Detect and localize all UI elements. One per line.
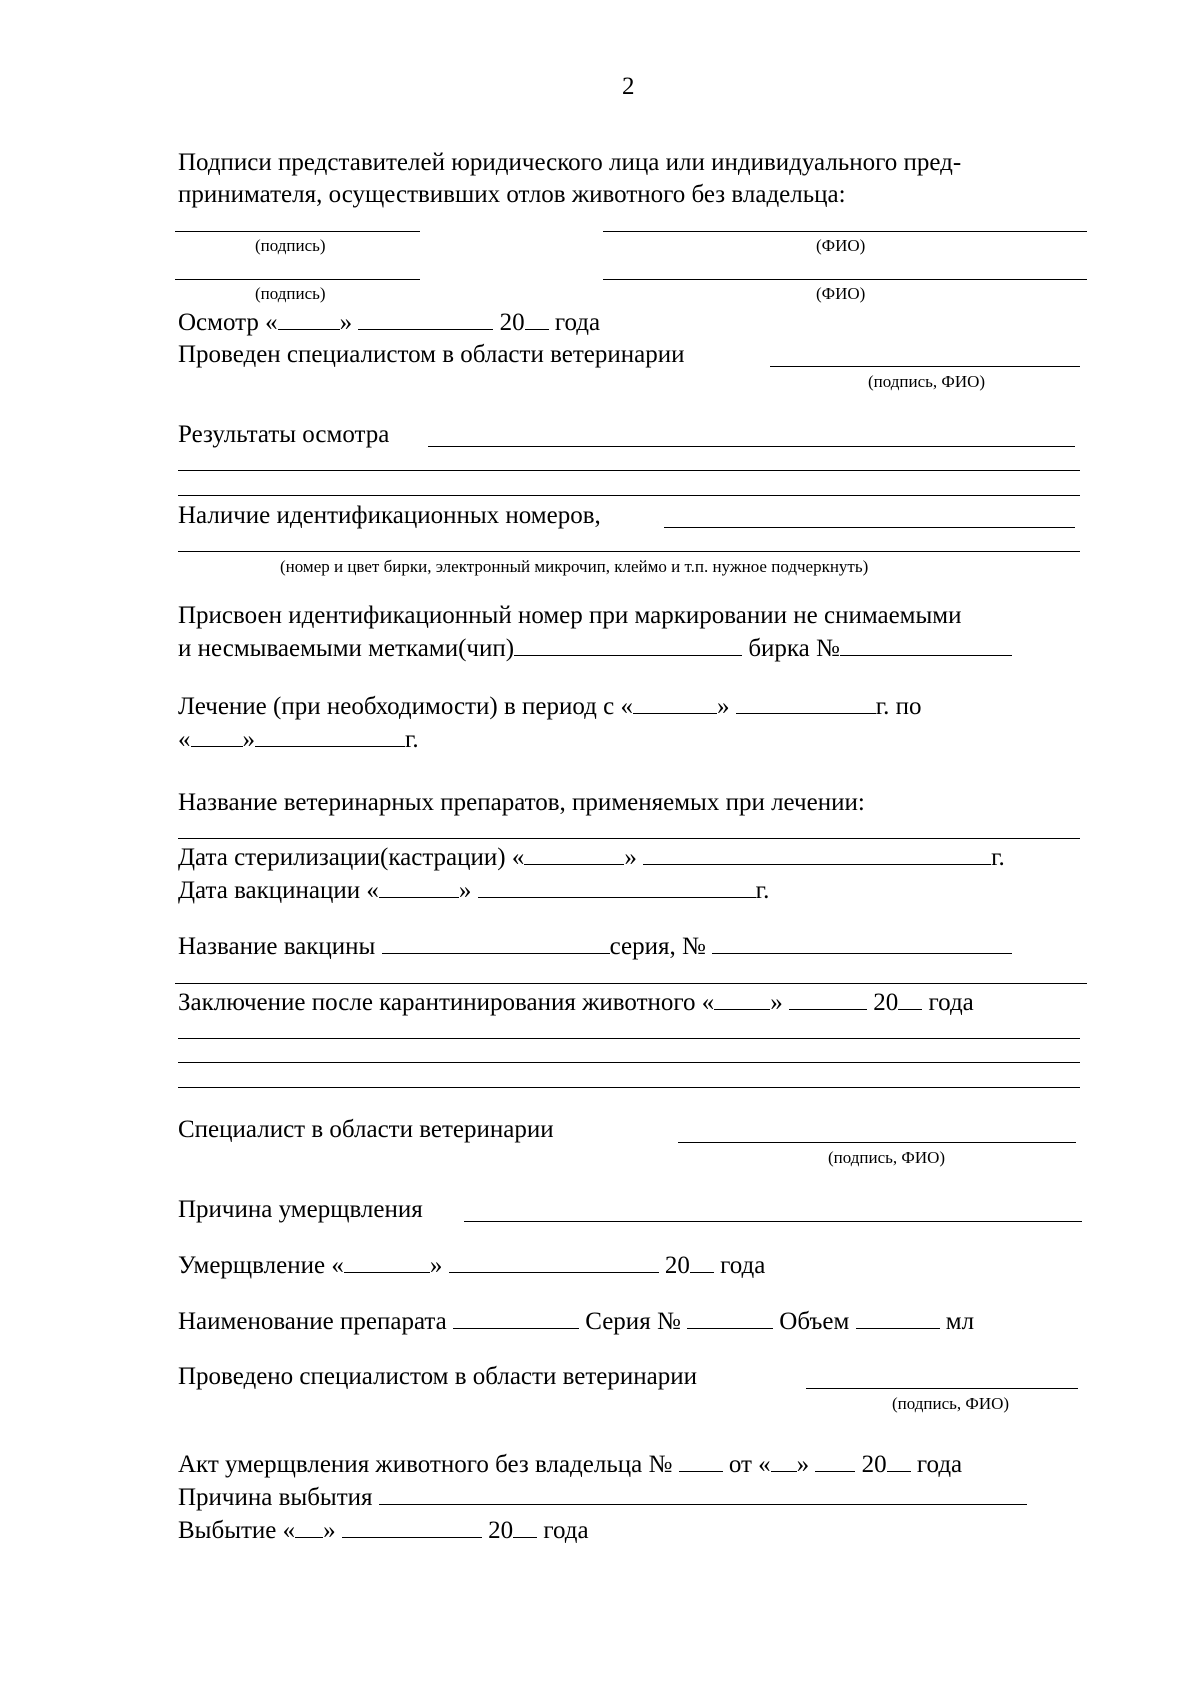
quarantine-year-field[interactable] <box>898 1008 922 1010</box>
signature-caption-2: (подпись) <box>255 284 326 303</box>
euthanasia-date-row: Умерщвление « » 20 года <box>178 1252 766 1279</box>
drug-name-field[interactable] <box>453 1327 579 1329</box>
inspection-signature-caption: (подпись, ФИО) <box>868 372 986 391</box>
vaccination-day-field[interactable] <box>379 896 459 898</box>
inspection-signature-line[interactable] <box>770 366 1080 367</box>
drugs-line[interactable] <box>178 838 1080 839</box>
quarantine-row: Заключение после карантинирования животного « » 20 года <box>178 989 974 1016</box>
id-numbers-hint: (номер и цвет бирки, электронный микрочип, клеймо и т.п. нужное подчеркнуть) <box>280 557 869 576</box>
euthanasia-year-field[interactable] <box>690 1271 714 1273</box>
euthanasia-month-field[interactable] <box>449 1271 659 1273</box>
page-number: 2 <box>622 73 635 100</box>
disposal-reason-row: Причина выбытия <box>178 1483 1027 1513</box>
inspection-conducted-label: Проведен специалистом в области ветеринарии <box>178 341 685 368</box>
vaccination-month-field[interactable] <box>478 896 756 898</box>
quarantine-day-field[interactable] <box>714 1008 770 1010</box>
sterilization-row: Дата стерилизации(кастрации) « » г. <box>178 844 1005 871</box>
treatment-from-month-field[interactable] <box>736 712 876 714</box>
fio-caption-1: (ФИО) <box>816 236 866 255</box>
euthanasia-reason-label: Причина умерщвления <box>178 1196 423 1223</box>
specialist-signature-caption: (подпись, ФИО) <box>828 1148 946 1167</box>
drugs-label: Название ветеринарных препаратов, применяемых при лечении: <box>178 789 865 816</box>
drug-volume-field[interactable] <box>856 1327 940 1329</box>
act-day-field[interactable] <box>771 1470 797 1472</box>
sterilization-day-field[interactable] <box>524 863 624 865</box>
disposal-reason-field[interactable] <box>379 1503 1027 1505</box>
vaccine-row: Название вакцины серия, № <box>178 932 1012 962</box>
euthanasia-signature-line[interactable] <box>806 1388 1078 1389</box>
fio-line-1[interactable] <box>603 231 1087 232</box>
id-numbers-label: Наличие идентификационных номеров, <box>178 502 601 529</box>
disposal-month-field[interactable] <box>342 1536 482 1538</box>
drug-series-field[interactable] <box>687 1327 773 1329</box>
fio-line-2[interactable] <box>603 279 1087 280</box>
inspection-date-row: Осмотр « » 20 года <box>178 309 601 336</box>
id-numbers-line-2[interactable] <box>178 551 1080 552</box>
fio-caption-2: (ФИО) <box>816 284 866 303</box>
specialist-signature-line[interactable] <box>678 1142 1076 1143</box>
inspection-month-field[interactable] <box>358 328 493 330</box>
drug-row: Наименование препарата Серия № Объем мл <box>178 1308 975 1335</box>
assigned-id-line-1: Присвоен идентификационный номер при маркировании не снимаемыми <box>178 602 962 629</box>
assigned-id-line-2: и несмываемыми метками(чип) бирка № <box>178 634 1012 664</box>
act-year-field[interactable] <box>887 1470 911 1472</box>
chip-field[interactable] <box>514 654 742 656</box>
vaccine-name-field[interactable] <box>382 952 610 954</box>
act-number-field[interactable] <box>679 1470 723 1472</box>
treatment-from-day-field[interactable] <box>633 712 717 714</box>
results-line-2[interactable] <box>178 470 1080 471</box>
treatment-row-2: « » г. <box>178 726 419 753</box>
quarantine-line-3[interactable] <box>178 1087 1080 1088</box>
vaccine-series-field[interactable] <box>712 952 1012 954</box>
signature-line-2[interactable] <box>175 279 420 280</box>
disposal-day-field[interactable] <box>295 1536 323 1538</box>
euthanasia-day-field[interactable] <box>344 1271 430 1273</box>
vaccination-row: Дата вакцинации « » г. <box>178 877 770 904</box>
section-divider <box>175 983 1087 984</box>
euthanasia-signature-caption: (подпись, ФИО) <box>892 1394 1010 1413</box>
disposal-year-field[interactable] <box>513 1536 537 1538</box>
inspection-year-field[interactable] <box>525 328 549 330</box>
specialist-label: Специалист в области ветеринарии <box>178 1116 554 1143</box>
quarantine-month-field[interactable] <box>789 1008 867 1010</box>
act-month-field[interactable] <box>815 1470 855 1472</box>
id-numbers-line-1[interactable] <box>664 527 1075 528</box>
signatures-intro-line-2: принимателя, осуществивших отлов животного без владельца: <box>178 181 846 208</box>
treatment-to-month-field[interactable] <box>255 745 405 747</box>
euthanasia-conducted-label: Проведено специалистом в области ветеринарии <box>178 1363 697 1390</box>
results-line-1[interactable] <box>428 446 1075 447</box>
disposal-date-row: Выбытие « » 20 года <box>178 1517 589 1544</box>
tag-number-field[interactable] <box>840 654 1012 656</box>
signature-caption-1: (подпись) <box>255 236 326 255</box>
euthanasia-reason-line[interactable] <box>464 1221 1082 1222</box>
signatures-intro-line-1: Подписи представителей юридического лица или индивидуального пред- <box>178 149 962 176</box>
results-label: Результаты осмотра <box>178 421 390 448</box>
treatment-row-1: Лечение (при необходимости) в период с « » г. по <box>178 693 922 720</box>
quarantine-line-1[interactable] <box>178 1038 1080 1039</box>
results-line-3[interactable] <box>178 495 1080 496</box>
act-row: Акт умерщвления животного без владельца № от « » 20 года <box>178 1451 963 1478</box>
inspection-day-field[interactable] <box>278 328 340 330</box>
sterilization-month-field[interactable] <box>643 863 991 865</box>
treatment-to-day-field[interactable] <box>191 745 243 747</box>
quarantine-line-2[interactable] <box>178 1062 1080 1063</box>
signature-line-1[interactable] <box>175 231 420 232</box>
